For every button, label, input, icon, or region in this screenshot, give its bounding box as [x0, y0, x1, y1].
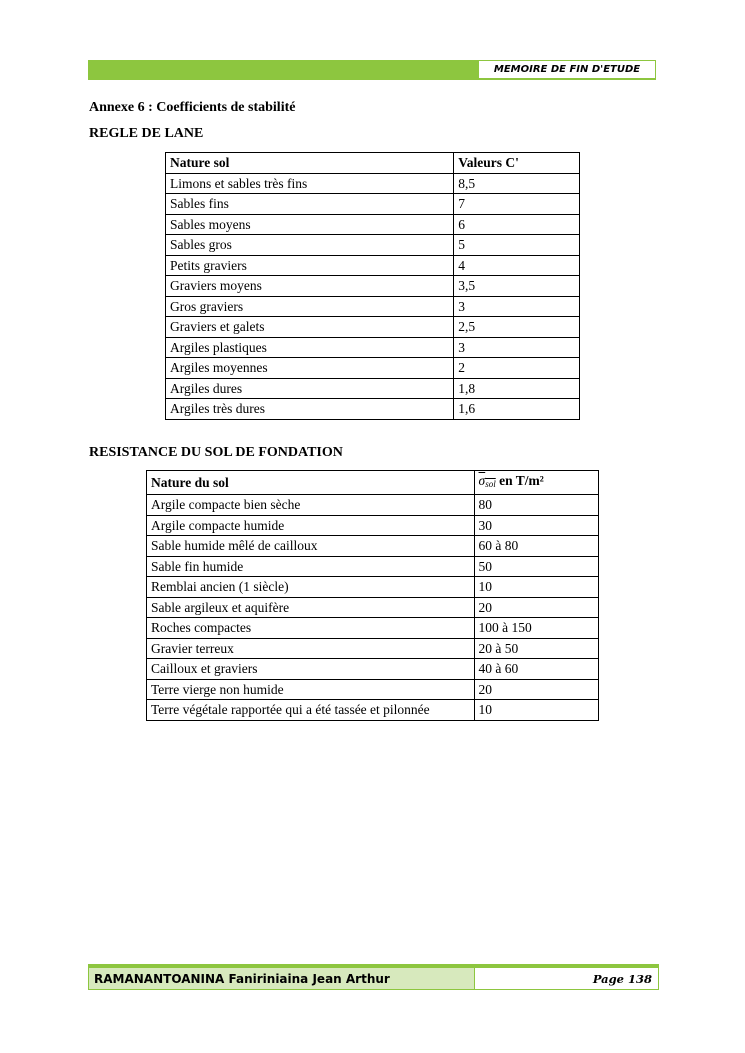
column-header: Nature du sol: [147, 471, 475, 495]
cell-value: 3: [454, 337, 580, 358]
cell-soil: Sables moyens: [166, 214, 454, 235]
cell-value: 100 à 150: [474, 618, 598, 639]
cell-soil: Argile compacte bien sèche: [147, 495, 475, 516]
unit-label: en T/m²: [495, 473, 544, 488]
cell-soil: Sables fins: [166, 194, 454, 215]
table-row: [166, 173, 580, 194]
cell-soil: Argiles plastiques: [166, 337, 454, 358]
cell-soil: Sable humide mêlé de cailloux: [147, 536, 475, 557]
table-row: [147, 618, 599, 639]
cell-soil: Limons et sables très fins: [166, 173, 454, 194]
cell-soil: Gros graviers: [166, 296, 454, 317]
cell-value: 10: [474, 700, 598, 721]
cell-value: 10: [474, 577, 598, 598]
cell-value: 3: [454, 296, 580, 317]
table-header-row: [147, 471, 599, 495]
table-row: [147, 556, 599, 577]
cell-value: 4: [454, 255, 580, 276]
cell-value: 20 à 50: [474, 638, 598, 659]
header-rule: [88, 78, 656, 80]
section-title-resistance: RESISTANCE DU SOL DE FONDATION: [89, 445, 343, 460]
cell-value: 3,5: [454, 276, 580, 297]
cell-value: 20: [474, 679, 598, 700]
table-row: [147, 536, 599, 557]
cell-soil: Graviers et galets: [166, 317, 454, 338]
cell-value: 2: [454, 358, 580, 379]
table-row: [166, 214, 580, 235]
cell-soil: Sable fin humide: [147, 556, 475, 577]
sigma-symbol: [479, 473, 496, 488]
cell-value: 60 à 80: [474, 536, 598, 557]
cell-value: 1,6: [454, 399, 580, 420]
cell-soil: Argiles moyennes: [166, 358, 454, 379]
table-row: [166, 378, 580, 399]
column-header-sigma: [474, 471, 598, 495]
sigma-subscript: sol: [485, 479, 496, 489]
table-header-row: [166, 153, 580, 174]
table-row: [166, 255, 580, 276]
cell-value: 20: [474, 597, 598, 618]
annex-title: Annexe 6 : Coefficients de stabilité: [89, 100, 296, 115]
table-row: [147, 638, 599, 659]
lane-table: [165, 152, 580, 420]
cell-soil: Argile compacte humide: [147, 515, 475, 536]
section-title-lane: REGLE DE LANE: [89, 126, 204, 141]
cell-soil: Petits graviers: [166, 255, 454, 276]
column-header: Nature sol: [166, 153, 454, 174]
header-title: MEMOIRE DE FIN D'ETUDE: [478, 60, 656, 78]
cell-value: 50: [474, 556, 598, 577]
cell-soil: Roches compactes: [147, 618, 475, 639]
cell-value: 1,8: [454, 378, 580, 399]
cell-soil: Terre vierge non humide: [147, 679, 475, 700]
page-header: [88, 60, 656, 80]
cell-soil: Remblai ancien (1 siècle): [147, 577, 475, 598]
cell-value: 8,5: [454, 173, 580, 194]
table-row: [147, 597, 599, 618]
cell-soil: Terre végétale rapportée qui a été tassée et pilonnée: [147, 700, 475, 721]
table-row: [147, 679, 599, 700]
table-row: [166, 194, 580, 215]
cell-soil: Argiles très dures: [166, 399, 454, 420]
cell-soil: Cailloux et graviers: [147, 659, 475, 680]
table-row: [166, 276, 580, 297]
header-green-bar: [88, 60, 478, 78]
cell-soil: Sable argileux et aquifère: [147, 597, 475, 618]
cell-value: 7: [454, 194, 580, 215]
cell-value: 2,5: [454, 317, 580, 338]
sigma-letter: σ: [478, 473, 486, 488]
resistance-table: [146, 470, 599, 721]
cell-value: 80: [474, 495, 598, 516]
cell-soil: Gravier terreux: [147, 638, 475, 659]
cell-soil: Graviers moyens: [166, 276, 454, 297]
table-row: [147, 495, 599, 516]
table-row: [166, 296, 580, 317]
footer-page-number: Page 138: [475, 968, 659, 990]
cell-value: 30: [474, 515, 598, 536]
table-row: [166, 337, 580, 358]
page-footer: [88, 964, 659, 992]
table-row: [166, 235, 580, 256]
table-row: [166, 358, 580, 379]
cell-soil: Sables gros: [166, 235, 454, 256]
table-row: [147, 515, 599, 536]
table-row: [166, 399, 580, 420]
table-row: [147, 700, 599, 721]
cell-value: 40 à 60: [474, 659, 598, 680]
footer-author: RAMANANTOANINA Faniriniaina Jean Arthur: [88, 968, 475, 990]
cell-soil: Argiles dures: [166, 378, 454, 399]
cell-value: 6: [454, 214, 580, 235]
table-row: [147, 577, 599, 598]
table-row: [166, 317, 580, 338]
table-row: [147, 659, 599, 680]
column-header: Valeurs C': [454, 153, 580, 174]
cell-value: 5: [454, 235, 580, 256]
